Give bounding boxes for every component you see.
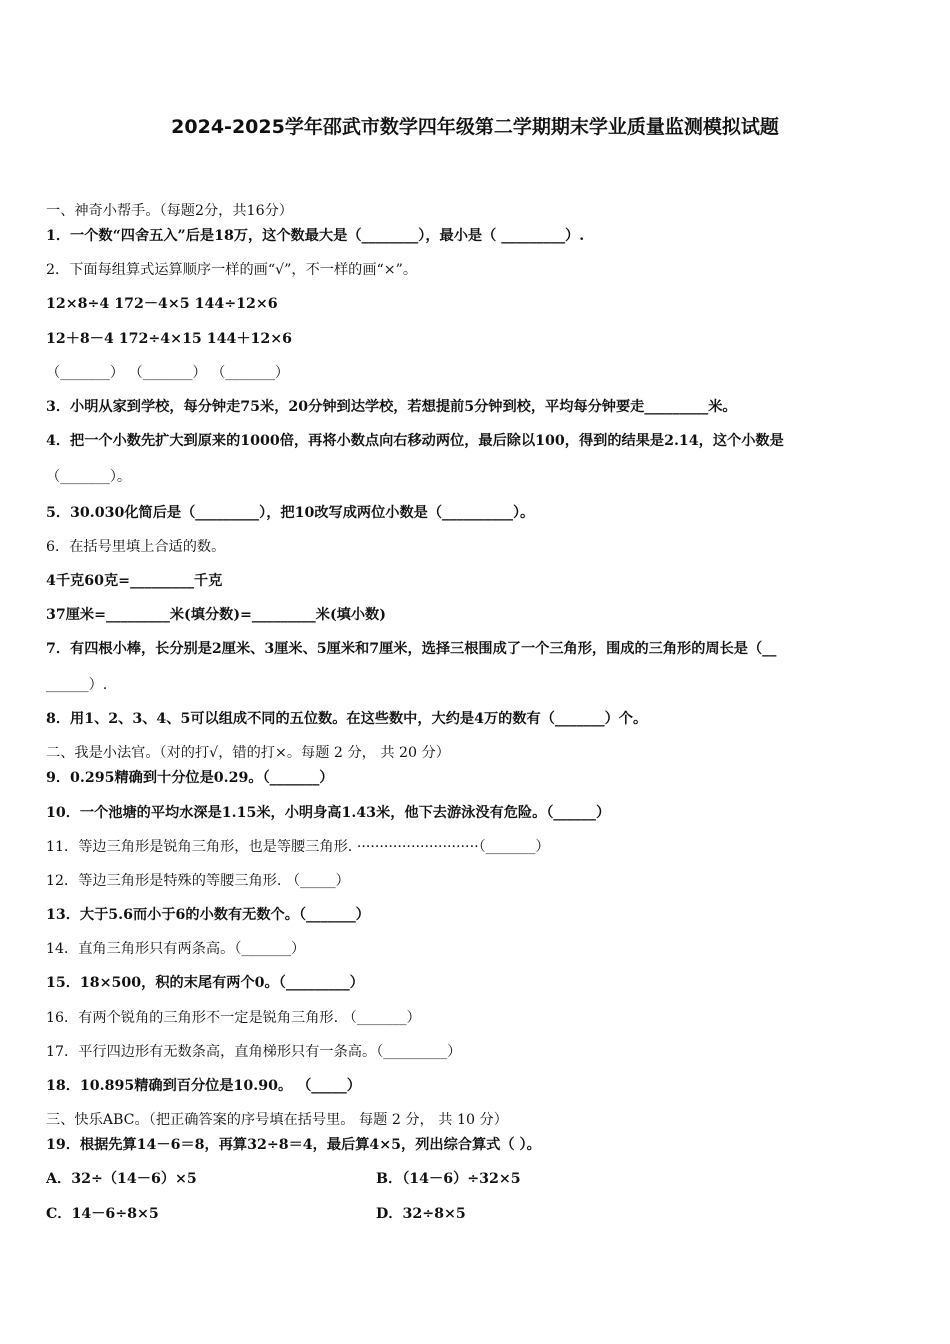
section-heading-3: 三、快乐ABC。（把正确答案的序号填在括号里。 每题 2 分， 共 10 分） xyxy=(46,1112,508,1128)
question-1: 1．一个数“四舍五入”后是18万，这个数最大是（________），最小是（ _________）. xyxy=(46,228,585,244)
question-2: 2．下面每组算式运算顺序一样的画“√”，不一样的画“×”。 xyxy=(46,262,418,278)
question-8: 8．用1、2、3、4、5可以组成不同的五位数。在这些数中，大约是4万的数有（_______）个。 xyxy=(46,711,648,727)
question-16: 16．有两个锐角的三角形不一定是锐角三角形. （_______） xyxy=(46,1010,421,1026)
question-2-row-1: 12×8÷4 172－4×5 144÷12×6 xyxy=(46,296,278,312)
question-5: 5．30.030化简后是（_________），把10改写成两位小数是（__________）。 xyxy=(46,505,535,521)
question-6-row-2: 37厘米=_________米(填分数)=_________米(填小数) xyxy=(46,607,386,623)
question-2-answers: （_______） （_______） （_______） xyxy=(46,365,290,381)
question-11: 11．等边三角形是锐角三角形，也是等腰三角形. ···························（_______） xyxy=(46,839,550,855)
question-4: 4．把一个小数先扩大到原来的1000倍，再将小数点向右移动两位，最后除以100，得到的结果是2.14，这个小数是 xyxy=(46,433,784,449)
page-title: 2024-2025学年邵武市数学四年级第二学期期末学业质量监测模拟试题 xyxy=(171,116,779,138)
question-17: 17．平行四边形有无数条高，直角梯形只有一条高。（_________） xyxy=(46,1044,462,1060)
question-7: 7．有四根小棒，长分别是2厘米、3厘米、5厘米和7厘米，选择三根围成了一个三角形，围成的三角形的周长是（__ xyxy=(46,641,777,657)
option-a: A．32÷（14－6）×5 xyxy=(46,1171,197,1187)
question-13: 13．大于5.6而小于6的小数有无数个。（_______） xyxy=(46,907,370,923)
option-b: B．（14－6）÷32×5 xyxy=(376,1171,521,1187)
question-14: 14．直角三角形只有两条高。（_______） xyxy=(46,941,306,957)
question-6: 6．在括号里填上合适的数。 xyxy=(46,539,226,555)
question-3: 3．小明从家到学校，每分钟走75米，20分钟到达学校，若想提前5分钟到校，平均每分钟要走_________米。 xyxy=(46,399,737,415)
question-4-answer: （_______）。 xyxy=(46,469,132,485)
section-heading-2: 二、我是小法官。（对的打√，错的打×。每题 2 分， 共 20 分） xyxy=(46,745,450,761)
question-10: 10．一个池塘的平均水深是1.15米，小明身高1.43米，他下去游泳没有危险。（______） xyxy=(46,805,611,821)
question-18: 18．10.895精确到百分位是10.90。 （_____） xyxy=(46,1078,361,1094)
question-15: 15．18×500，积的末尾有两个0。（_________） xyxy=(46,975,364,991)
section-heading-1: 一、神奇小帮手。（每题2分，共16分） xyxy=(46,203,293,219)
question-7-answer: ______）. xyxy=(46,677,108,693)
question-9: 9．0.295精确到十分位是0.29。（_______） xyxy=(46,770,334,786)
option-c: C．14－6÷8×5 xyxy=(46,1206,159,1222)
option-d: D．32÷8×5 xyxy=(376,1206,466,1222)
question-12: 12．等边三角形是特殊的等腰三角形. （_____） xyxy=(46,873,350,889)
question-6-row-1: 4千克60克=_________千克 xyxy=(46,573,223,589)
question-2-row-2: 12＋8－4 172÷4×15 144＋12×6 xyxy=(46,331,293,347)
question-19: 19．根据先算14－6＝8，再算32÷8＝4，最后算4×5，列出综合算式（ ）。 xyxy=(46,1137,541,1153)
